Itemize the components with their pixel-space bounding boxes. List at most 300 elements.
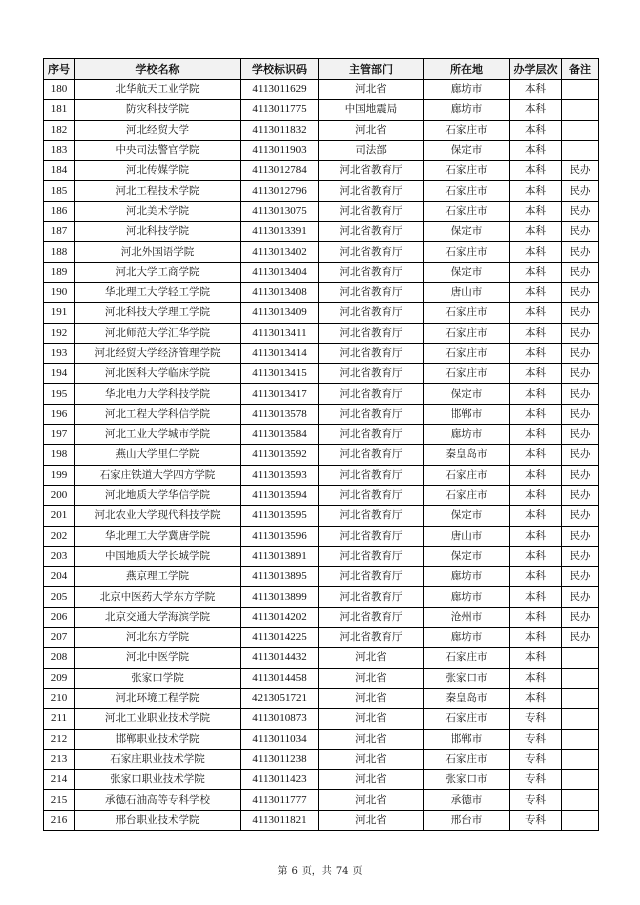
cell-authority: 河北省教育厅 — [319, 546, 424, 566]
footer-page-number: 6 — [291, 866, 298, 877]
cell-remark — [562, 120, 599, 140]
table-row — [44, 242, 599, 262]
cell-index: 184 — [44, 161, 75, 181]
cell-location: 秦皇岛市 — [424, 445, 510, 465]
table-row — [44, 303, 599, 323]
cell-school-code: 4113013593 — [241, 465, 319, 485]
cell-authority: 河北省教育厅 — [319, 445, 424, 465]
cell-school-name: 邢台职业技术学院 — [75, 810, 241, 830]
cell-remark: 民办 — [562, 425, 599, 445]
cell-remark: 民办 — [562, 628, 599, 648]
cell-index: 203 — [44, 546, 75, 566]
cell-remark: 民办 — [562, 567, 599, 587]
cell-school-code: 4113014458 — [241, 668, 319, 688]
cell-remark: 民办 — [562, 323, 599, 343]
cell-remark: 民办 — [562, 161, 599, 181]
cell-school-code: 4113013899 — [241, 587, 319, 607]
cell-remark: 民办 — [562, 282, 599, 302]
cell-remark — [562, 100, 599, 120]
cell-authority: 河北省教育厅 — [319, 607, 424, 627]
cell-remark — [562, 790, 599, 810]
cell-authority: 河北省教育厅 — [319, 323, 424, 343]
cell-school-code: 4113011423 — [241, 770, 319, 790]
cell-location: 石家庄市 — [424, 485, 510, 505]
cell-level: 本科 — [510, 445, 562, 465]
cell-remark: 民办 — [562, 445, 599, 465]
cell-school-code: 4113011903 — [241, 140, 319, 160]
cell-location: 石家庄市 — [424, 201, 510, 221]
cell-school-code: 4113014202 — [241, 607, 319, 627]
cell-index: 209 — [44, 668, 75, 688]
cell-school-name: 河北美术学院 — [75, 201, 241, 221]
cell-location: 石家庄市 — [424, 749, 510, 769]
footer-page-total: 74 — [335, 866, 349, 877]
cell-school-name: 北京中医药大学东方学院 — [75, 587, 241, 607]
cell-authority: 河北省教育厅 — [319, 587, 424, 607]
cell-authority: 河北省 — [319, 648, 424, 668]
page-footer — [0, 862, 640, 877]
cell-authority: 河北省教育厅 — [319, 506, 424, 526]
cell-authority: 河北省教育厅 — [319, 343, 424, 363]
cell-authority: 河北省教育厅 — [319, 161, 424, 181]
cell-level: 本科 — [510, 323, 562, 343]
cell-location: 石家庄市 — [424, 181, 510, 201]
cell-remark: 民办 — [562, 201, 599, 221]
cell-authority: 河北省 — [319, 770, 424, 790]
cell-location: 石家庄市 — [424, 343, 510, 363]
cell-remark — [562, 749, 599, 769]
cell-location: 石家庄市 — [424, 303, 510, 323]
cell-remark — [562, 688, 599, 708]
cell-index: 215 — [44, 790, 75, 810]
cell-school-name: 燕京理工学院 — [75, 567, 241, 587]
cell-authority: 河北省教育厅 — [319, 303, 424, 323]
table-row — [44, 120, 599, 140]
table-row — [44, 770, 599, 790]
cell-remark: 民办 — [562, 465, 599, 485]
cell-school-code: 4113011775 — [241, 100, 319, 120]
cell-index: 194 — [44, 364, 75, 384]
cell-school-name: 承德石油高等专科学校 — [75, 790, 241, 810]
table-row — [44, 709, 599, 729]
cell-remark — [562, 709, 599, 729]
cell-school-name: 中国地质大学长城学院 — [75, 546, 241, 566]
table-row — [44, 323, 599, 343]
cell-remark: 民办 — [562, 181, 599, 201]
cell-index: 216 — [44, 810, 75, 830]
cell-location: 保定市 — [424, 222, 510, 242]
cell-authority: 河北省 — [319, 790, 424, 810]
cell-index: 186 — [44, 201, 75, 221]
table-row — [44, 181, 599, 201]
cell-school-name: 河北经贸大学 — [75, 120, 241, 140]
cell-index: 200 — [44, 485, 75, 505]
table-row — [44, 465, 599, 485]
table-row — [44, 628, 599, 648]
cell-location: 张家口市 — [424, 668, 510, 688]
cell-school-code: 4113010873 — [241, 709, 319, 729]
cell-remark — [562, 770, 599, 790]
table-row — [44, 506, 599, 526]
cell-level: 本科 — [510, 628, 562, 648]
cell-location: 廊坊市 — [424, 587, 510, 607]
cell-index: 180 — [44, 80, 75, 100]
cell-school-code: 4113013415 — [241, 364, 319, 384]
cell-index: 191 — [44, 303, 75, 323]
header-index: 序号 — [44, 59, 75, 80]
header-location: 所在地 — [424, 59, 510, 80]
cell-location: 保定市 — [424, 546, 510, 566]
cell-location: 廊坊市 — [424, 100, 510, 120]
footer-page-prefix: 第 — [277, 866, 288, 877]
cell-authority: 河北省 — [319, 668, 424, 688]
cell-index: 206 — [44, 607, 75, 627]
cell-remark: 民办 — [562, 526, 599, 546]
cell-school-code: 4113012796 — [241, 181, 319, 201]
cell-level: 本科 — [510, 485, 562, 505]
footer-page-suffix: 页 — [352, 866, 363, 877]
cell-index: 199 — [44, 465, 75, 485]
cell-school-name: 河北工程大学科信学院 — [75, 404, 241, 424]
cell-authority: 河北省 — [319, 749, 424, 769]
table-row — [44, 587, 599, 607]
cell-level: 本科 — [510, 668, 562, 688]
cell-level: 专科 — [510, 709, 562, 729]
cell-school-name: 燕山大学里仁学院 — [75, 445, 241, 465]
cell-remark: 民办 — [562, 343, 599, 363]
cell-index: 196 — [44, 404, 75, 424]
cell-school-name: 邯郸职业技术学院 — [75, 729, 241, 749]
cell-location: 石家庄市 — [424, 242, 510, 262]
cell-authority: 河北省 — [319, 688, 424, 708]
cell-school-code: 4113013584 — [241, 425, 319, 445]
cell-level: 本科 — [510, 404, 562, 424]
cell-school-code: 4113013417 — [241, 384, 319, 404]
table-row — [44, 222, 599, 242]
cell-index: 189 — [44, 262, 75, 282]
cell-index: 202 — [44, 526, 75, 546]
cell-location: 保定市 — [424, 506, 510, 526]
cell-remark: 民办 — [562, 222, 599, 242]
cell-remark: 民办 — [562, 607, 599, 627]
cell-level: 本科 — [510, 546, 562, 566]
cell-index: 181 — [44, 100, 75, 120]
cell-school-code: 4113011034 — [241, 729, 319, 749]
table-row — [44, 201, 599, 221]
cell-authority: 河北省教育厅 — [319, 567, 424, 587]
cell-location: 沧州市 — [424, 607, 510, 627]
cell-school-code: 4113013895 — [241, 567, 319, 587]
cell-authority: 河北省 — [319, 80, 424, 100]
cell-school-name: 北华航天工业学院 — [75, 80, 241, 100]
footer-page-mid: 页，共 — [301, 866, 332, 877]
cell-school-name: 河北工程技术学院 — [75, 181, 241, 201]
cell-authority: 河北省教育厅 — [319, 384, 424, 404]
header-remark: 备注 — [562, 59, 599, 80]
cell-authority: 河北省 — [319, 810, 424, 830]
cell-school-code: 4113013409 — [241, 303, 319, 323]
cell-school-name: 河北地质大学华信学院 — [75, 485, 241, 505]
cell-level: 专科 — [510, 810, 562, 830]
cell-location: 邯郸市 — [424, 404, 510, 424]
cell-school-name: 河北师范大学汇华学院 — [75, 323, 241, 343]
cell-level: 本科 — [510, 303, 562, 323]
cell-school-name: 北京交通大学海滨学院 — [75, 607, 241, 627]
header-authority: 主管部门 — [319, 59, 424, 80]
cell-remark: 民办 — [562, 364, 599, 384]
cell-remark: 民办 — [562, 262, 599, 282]
table-row — [44, 262, 599, 282]
cell-level: 本科 — [510, 425, 562, 445]
cell-remark: 民办 — [562, 587, 599, 607]
cell-school-name: 河北科技学院 — [75, 222, 241, 242]
cell-school-name: 华北理工大学冀唐学院 — [75, 526, 241, 546]
cell-index: 187 — [44, 222, 75, 242]
cell-location: 张家口市 — [424, 770, 510, 790]
cell-authority: 河北省教育厅 — [319, 201, 424, 221]
cell-school-code: 4113011821 — [241, 810, 319, 830]
cell-school-name: 河北工业职业技术学院 — [75, 709, 241, 729]
cell-school-code: 4113014432 — [241, 648, 319, 668]
cell-school-code: 4113013391 — [241, 222, 319, 242]
cell-index: 197 — [44, 425, 75, 445]
cell-school-code: 4113013596 — [241, 526, 319, 546]
table-row — [44, 161, 599, 181]
cell-authority: 河北省 — [319, 709, 424, 729]
cell-school-name: 河北外国语学院 — [75, 242, 241, 262]
cell-school-name: 张家口职业技术学院 — [75, 770, 241, 790]
cell-school-code: 4113013414 — [241, 343, 319, 363]
cell-level: 专科 — [510, 790, 562, 810]
table-row — [44, 384, 599, 404]
table-row — [44, 567, 599, 587]
header-level: 办学层次 — [510, 59, 562, 80]
cell-location: 石家庄市 — [424, 161, 510, 181]
cell-location: 廊坊市 — [424, 628, 510, 648]
table-row — [44, 607, 599, 627]
cell-location: 保定市 — [424, 384, 510, 404]
cell-authority: 河北省教育厅 — [319, 404, 424, 424]
cell-location: 石家庄市 — [424, 709, 510, 729]
cell-school-name: 河北环境工程学院 — [75, 688, 241, 708]
cell-location: 石家庄市 — [424, 648, 510, 668]
cell-school-name: 石家庄职业技术学院 — [75, 749, 241, 769]
cell-remark: 民办 — [562, 242, 599, 262]
cell-level: 本科 — [510, 242, 562, 262]
cell-index: 208 — [44, 648, 75, 668]
cell-authority: 河北省教育厅 — [319, 242, 424, 262]
cell-location: 廊坊市 — [424, 567, 510, 587]
cell-authority: 河北省教育厅 — [319, 364, 424, 384]
cell-level: 本科 — [510, 222, 562, 242]
cell-authority: 司法部 — [319, 140, 424, 160]
cell-location: 石家庄市 — [424, 323, 510, 343]
cell-index: 201 — [44, 506, 75, 526]
cell-remark: 民办 — [562, 303, 599, 323]
cell-level: 专科 — [510, 749, 562, 769]
cell-authority: 河北省教育厅 — [319, 262, 424, 282]
cell-authority: 河北省教育厅 — [319, 181, 424, 201]
cell-level: 本科 — [510, 201, 562, 221]
cell-school-code: 4213051721 — [241, 688, 319, 708]
cell-level: 本科 — [510, 140, 562, 160]
cell-location: 保定市 — [424, 262, 510, 282]
header-school-code: 学校标识码 — [241, 59, 319, 80]
cell-location: 承德市 — [424, 790, 510, 810]
cell-level: 本科 — [510, 384, 562, 404]
cell-index: 214 — [44, 770, 75, 790]
cell-school-name: 河北传媒学院 — [75, 161, 241, 181]
cell-school-code: 4113013594 — [241, 485, 319, 505]
cell-authority: 河北省教育厅 — [319, 628, 424, 648]
table-row — [44, 100, 599, 120]
cell-school-name: 河北中医学院 — [75, 648, 241, 668]
table-header-row — [44, 59, 599, 80]
cell-school-code: 4113011238 — [241, 749, 319, 769]
cell-level: 本科 — [510, 465, 562, 485]
table-row — [44, 425, 599, 445]
cell-remark — [562, 668, 599, 688]
cell-school-code: 4113011629 — [241, 80, 319, 100]
cell-school-code: 4113013411 — [241, 323, 319, 343]
cell-remark — [562, 80, 599, 100]
cell-school-code: 4113011832 — [241, 120, 319, 140]
cell-remark: 民办 — [562, 506, 599, 526]
cell-index: 211 — [44, 709, 75, 729]
cell-school-name: 河北工业大学城市学院 — [75, 425, 241, 445]
cell-remark — [562, 648, 599, 668]
cell-level: 本科 — [510, 282, 562, 302]
table-row — [44, 648, 599, 668]
cell-authority: 河北省教育厅 — [319, 425, 424, 445]
cell-location: 唐山市 — [424, 526, 510, 546]
cell-level: 本科 — [510, 343, 562, 363]
cell-authority: 河北省教育厅 — [319, 282, 424, 302]
cell-level: 本科 — [510, 587, 562, 607]
cell-level: 本科 — [510, 161, 562, 181]
cell-location: 秦皇岛市 — [424, 688, 510, 708]
cell-index: 195 — [44, 384, 75, 404]
table-row — [44, 749, 599, 769]
cell-index: 207 — [44, 628, 75, 648]
cell-school-name: 河北科技大学理工学院 — [75, 303, 241, 323]
cell-authority: 河北省教育厅 — [319, 222, 424, 242]
cell-level: 本科 — [510, 506, 562, 526]
table-row — [44, 343, 599, 363]
cell-location: 邢台市 — [424, 810, 510, 830]
cell-index: 182 — [44, 120, 75, 140]
table-row — [44, 140, 599, 160]
cell-index: 190 — [44, 282, 75, 302]
table-row — [44, 526, 599, 546]
cell-index: 210 — [44, 688, 75, 708]
table-row — [44, 790, 599, 810]
cell-index: 193 — [44, 343, 75, 363]
cell-level: 本科 — [510, 364, 562, 384]
table-row — [44, 810, 599, 830]
cell-school-code: 4113013404 — [241, 262, 319, 282]
cell-school-name: 华北电力大学科技学院 — [75, 384, 241, 404]
cell-school-code: 4113012784 — [241, 161, 319, 181]
table-row — [44, 80, 599, 100]
cell-school-code: 4113013408 — [241, 282, 319, 302]
cell-school-code: 4113013402 — [241, 242, 319, 262]
cell-location: 石家庄市 — [424, 364, 510, 384]
cell-level: 专科 — [510, 770, 562, 790]
cell-school-code: 4113011777 — [241, 790, 319, 810]
cell-level: 本科 — [510, 688, 562, 708]
cell-remark — [562, 140, 599, 160]
cell-location: 保定市 — [424, 140, 510, 160]
cell-remark — [562, 810, 599, 830]
cell-level: 专科 — [510, 729, 562, 749]
cell-level: 本科 — [510, 100, 562, 120]
cell-authority: 河北省 — [319, 120, 424, 140]
cell-level: 本科 — [510, 120, 562, 140]
cell-index: 183 — [44, 140, 75, 160]
header-school-name: 学校名称 — [75, 59, 241, 80]
cell-level: 本科 — [510, 648, 562, 668]
cell-school-code: 4113013592 — [241, 445, 319, 465]
cell-school-name: 河北经贸大学经济管理学院 — [75, 343, 241, 363]
cell-school-code: 4113013595 — [241, 506, 319, 526]
school-list-table — [43, 58, 599, 831]
cell-index: 212 — [44, 729, 75, 749]
table-row — [44, 668, 599, 688]
cell-remark — [562, 729, 599, 749]
cell-index: 204 — [44, 567, 75, 587]
table-body — [44, 80, 599, 831]
cell-school-name: 中央司法警官学院 — [75, 140, 241, 160]
cell-level: 本科 — [510, 567, 562, 587]
table-row — [44, 485, 599, 505]
cell-location: 廊坊市 — [424, 80, 510, 100]
cell-index: 188 — [44, 242, 75, 262]
cell-authority: 中国地震局 — [319, 100, 424, 120]
cell-remark: 民办 — [562, 546, 599, 566]
cell-index: 192 — [44, 323, 75, 343]
cell-location: 唐山市 — [424, 282, 510, 302]
cell-school-code: 4113013075 — [241, 201, 319, 221]
table-row — [44, 364, 599, 384]
cell-school-code: 4113013578 — [241, 404, 319, 424]
cell-school-name: 石家庄铁道大学四方学院 — [75, 465, 241, 485]
cell-index: 213 — [44, 749, 75, 769]
cell-location: 廊坊市 — [424, 425, 510, 445]
cell-authority: 河北省教育厅 — [319, 526, 424, 546]
table-row — [44, 445, 599, 465]
cell-location: 石家庄市 — [424, 465, 510, 485]
cell-level: 本科 — [510, 262, 562, 282]
cell-remark: 民办 — [562, 485, 599, 505]
cell-location: 邯郸市 — [424, 729, 510, 749]
cell-authority: 河北省教育厅 — [319, 485, 424, 505]
cell-school-name: 河北农业大学现代科技学院 — [75, 506, 241, 526]
cell-school-name: 河北大学工商学院 — [75, 262, 241, 282]
cell-school-code: 4113013891 — [241, 546, 319, 566]
cell-index: 185 — [44, 181, 75, 201]
cell-school-name: 张家口学院 — [75, 668, 241, 688]
cell-authority: 河北省 — [319, 729, 424, 749]
cell-school-name: 防灾科技学院 — [75, 100, 241, 120]
cell-remark: 民办 — [562, 384, 599, 404]
cell-index: 205 — [44, 587, 75, 607]
cell-school-name: 华北理工大学轻工学院 — [75, 282, 241, 302]
cell-index: 198 — [44, 445, 75, 465]
cell-location: 石家庄市 — [424, 120, 510, 140]
cell-level: 本科 — [510, 181, 562, 201]
cell-school-name: 河北东方学院 — [75, 628, 241, 648]
